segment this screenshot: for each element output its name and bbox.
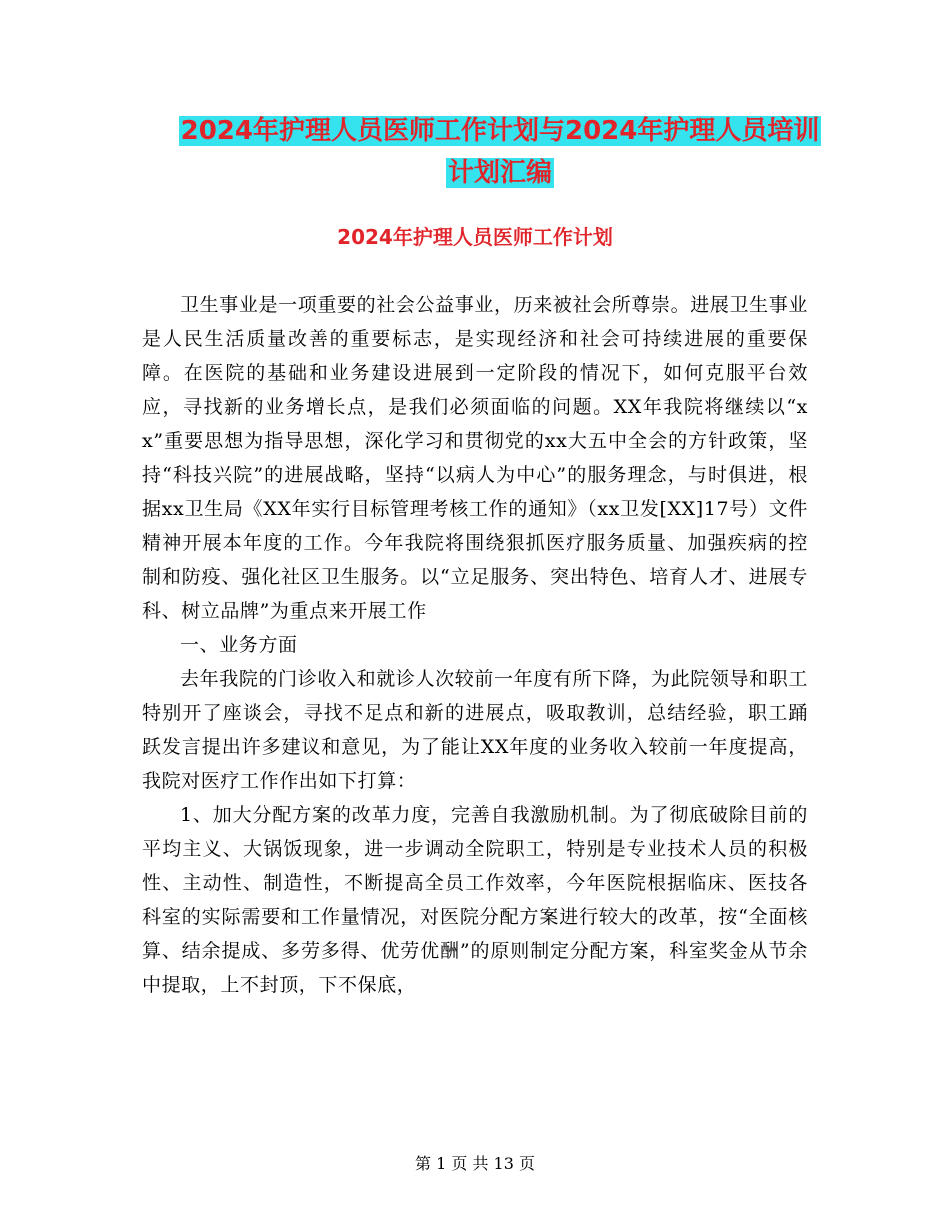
document-title <box>140 110 860 194</box>
document-title-line-1: 2024年护理人员医师工作计划与2024年护理人员培训 <box>180 116 820 146</box>
paragraph-last-year: 去年我院的门诊收入和就诊人次较前一年度有所下降，为此院领导和职工特别开了座谈会，寻找不足点和新的进展点，吸取教训，总结经验，职工踊跃发言提出许多建议和意见，为了能让XX年度的业务收入较前一年度提高，我院对医疗工作作出如下打算： <box>142 668 808 792</box>
paragraph-item-1: 1、加大分配方案的改革力度，完善自我激励机制。为了彻底破除目前的平均主义、大锅饭现象，进一步调动全院职工，特别是专业技术人员的积极性、主动性、制造性，不断提高全员工作效率，今年医院根据临床、医技各科室的实际需要和工作量情况，对医院分配方案进行较大的改革，按“全面核算、结余提成、多劳多得、优劳优酬”的原则制定分配方案，科室奖金从节余中提取，上不封顶，下不保底， <box>142 804 808 996</box>
paragraph-intro: 卫生事业是一项重要的社会公益事业，历来被社会所尊崇。进展卫生事业是人民生活质量改善的重要标志，是实现经济和社会可持续进展的重要保障。在医院的基础和业务建设进展到一定阶段的情况下，如何克服平台效应，寻找新的业务增长点，是我们必须面临的问题。XX年我院将继续以“xx”重要思想为指导思想，深化学习和贯彻党的xx大五中全会的方针政策，坚持“科技兴院”的进展战略，坚持“以病人为中心”的服务理念，与时俱进，根据xx卫生局《XX年实行目标管理考核工作的通知》（xx卫发[XX]17号）文件精神开展本年度的工作。今年我院将围绕狠抓医疗服务质量、加强疾病的控制和防疫、强化社区卫生服务。以“立足服务、突出特色、培育人才、进展专科、树立品牌”为重点来开展工作 <box>142 294 808 622</box>
paragraph-heading-business: 一、业务方面 <box>180 634 298 656</box>
section-title: 2024年护理人员医师工作计划 <box>337 225 613 249</box>
page-footer: 第 1 页 共 13 页 <box>415 1154 535 1173</box>
document-body <box>142 288 808 1002</box>
document-title-line-2: 计划汇编 <box>447 158 552 188</box>
